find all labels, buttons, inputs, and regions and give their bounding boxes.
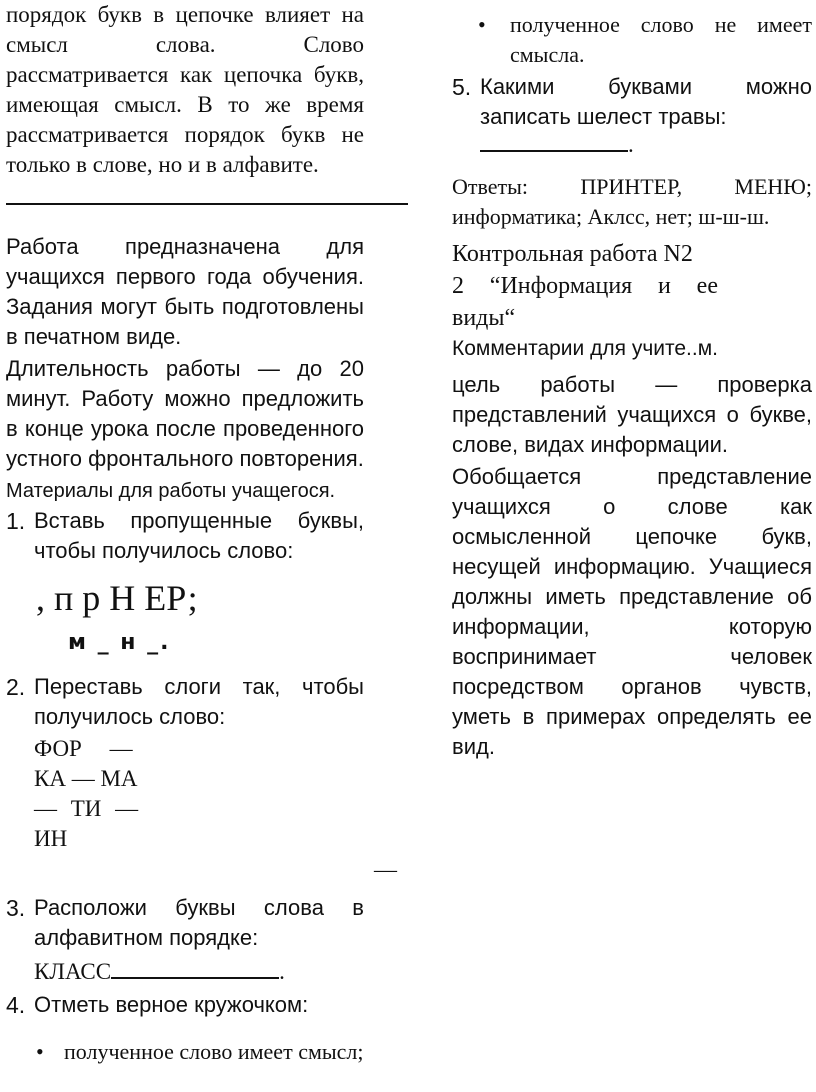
task-4-option-1 [6, 1037, 364, 1067]
option-1-text: полученное слово имеет смысл; [64, 1039, 364, 1064]
task-1-number: 1. [6, 508, 26, 534]
comments-heading: Комментарии для учите..м. [452, 337, 718, 360]
task-5-number: 5. [452, 74, 472, 100]
task-5-answer-line [480, 128, 816, 160]
task-4-number: 4. [6, 992, 26, 1018]
task-1-word-2: м _ н _. [68, 630, 171, 655]
materials-heading: Материалы для работы учащегося. [6, 480, 336, 502]
duration-paragraph: Длительность работы — до 20 минут. Работу можно предложить в конце урока после проведенного устного фронтального повторения. [6, 356, 364, 471]
task-5-text: Какими буквами можно записать шелест травы: [480, 74, 812, 129]
task-3-text: Расположи буквы слова в алфавитном порядке: [34, 895, 364, 950]
task-4-option-2 [452, 10, 812, 70]
syllable-line-1: ФОР — [34, 736, 133, 761]
intro-paragraph: порядок букв в цепочке влияет на смысл слова. Слово рассматривается как цепочка букв, имеющая смысл. В то же время рассматривается порядок букв не только в слове, но и в алфавите. [6, 2, 364, 177]
task-4-text: Отметь верное кружочком: [34, 992, 309, 1017]
task-2-text: Переставь слоги так, чтобы получилось слово: [34, 674, 364, 729]
task-5 [452, 72, 812, 132]
syllable-line-2: КА — МА [34, 766, 138, 791]
bullet-icon: • [478, 12, 486, 37]
task-2-syllables [34, 734, 392, 854]
task-3-word: КЛАСС [34, 959, 112, 984]
task-3-blank [111, 955, 279, 979]
task-1-word-1: , п р Н ЕР; [36, 578, 198, 618]
task-2-tail-dash: — [374, 857, 397, 882]
task-3-answer-line [34, 955, 392, 987]
task-2 [6, 672, 364, 732]
test-title [452, 238, 812, 334]
task-4 [6, 990, 364, 1020]
bullet-icon: • [36, 1039, 44, 1064]
section-divider [6, 203, 408, 205]
task-1 [6, 506, 364, 566]
generalization-paragraph: Обобщается представление учащихся о слове как осмысленной цепочке букв, несущей информацию. Учащиеся должны иметь представление об информации, которую воспринимает человек посредством органов чувств, уметь в примерах определять ее вид. [452, 464, 812, 759]
work-purpose-paragraph: Работа предназначена для учащихся первого года обучения. Задания могут быть подготовлены в печатном виде. [6, 234, 364, 349]
title-line-1: Контрольная работа N2 [452, 241, 693, 267]
task-5-end: . [628, 132, 634, 157]
answers-paragraph: Ответы: ПРИНТЕР, МЕНЮ; информатика; Аклсс, нет; ш-ш-ш. [452, 174, 812, 229]
task-3 [6, 893, 364, 953]
title-line-3: виды“ [452, 305, 516, 331]
syllable-line-4: ИН [34, 826, 68, 851]
option-2-text: полученное слово не имеет смысла. [510, 12, 812, 67]
task-3-number: 3. [6, 895, 26, 921]
syllable-line-3: — ТИ — [34, 796, 139, 821]
task-2-number: 2. [6, 674, 26, 700]
task-1-text: Вставь пропущенные буквы, чтобы получилось слово: [34, 508, 364, 563]
task-5-blank [480, 128, 628, 152]
title-line-2: 2 “Информация и ее [452, 273, 718, 299]
task-3-end: . [279, 959, 285, 984]
goal-paragraph: цель работы — проверка представлений учащихся о букве, слове, видах информации. [452, 372, 812, 457]
